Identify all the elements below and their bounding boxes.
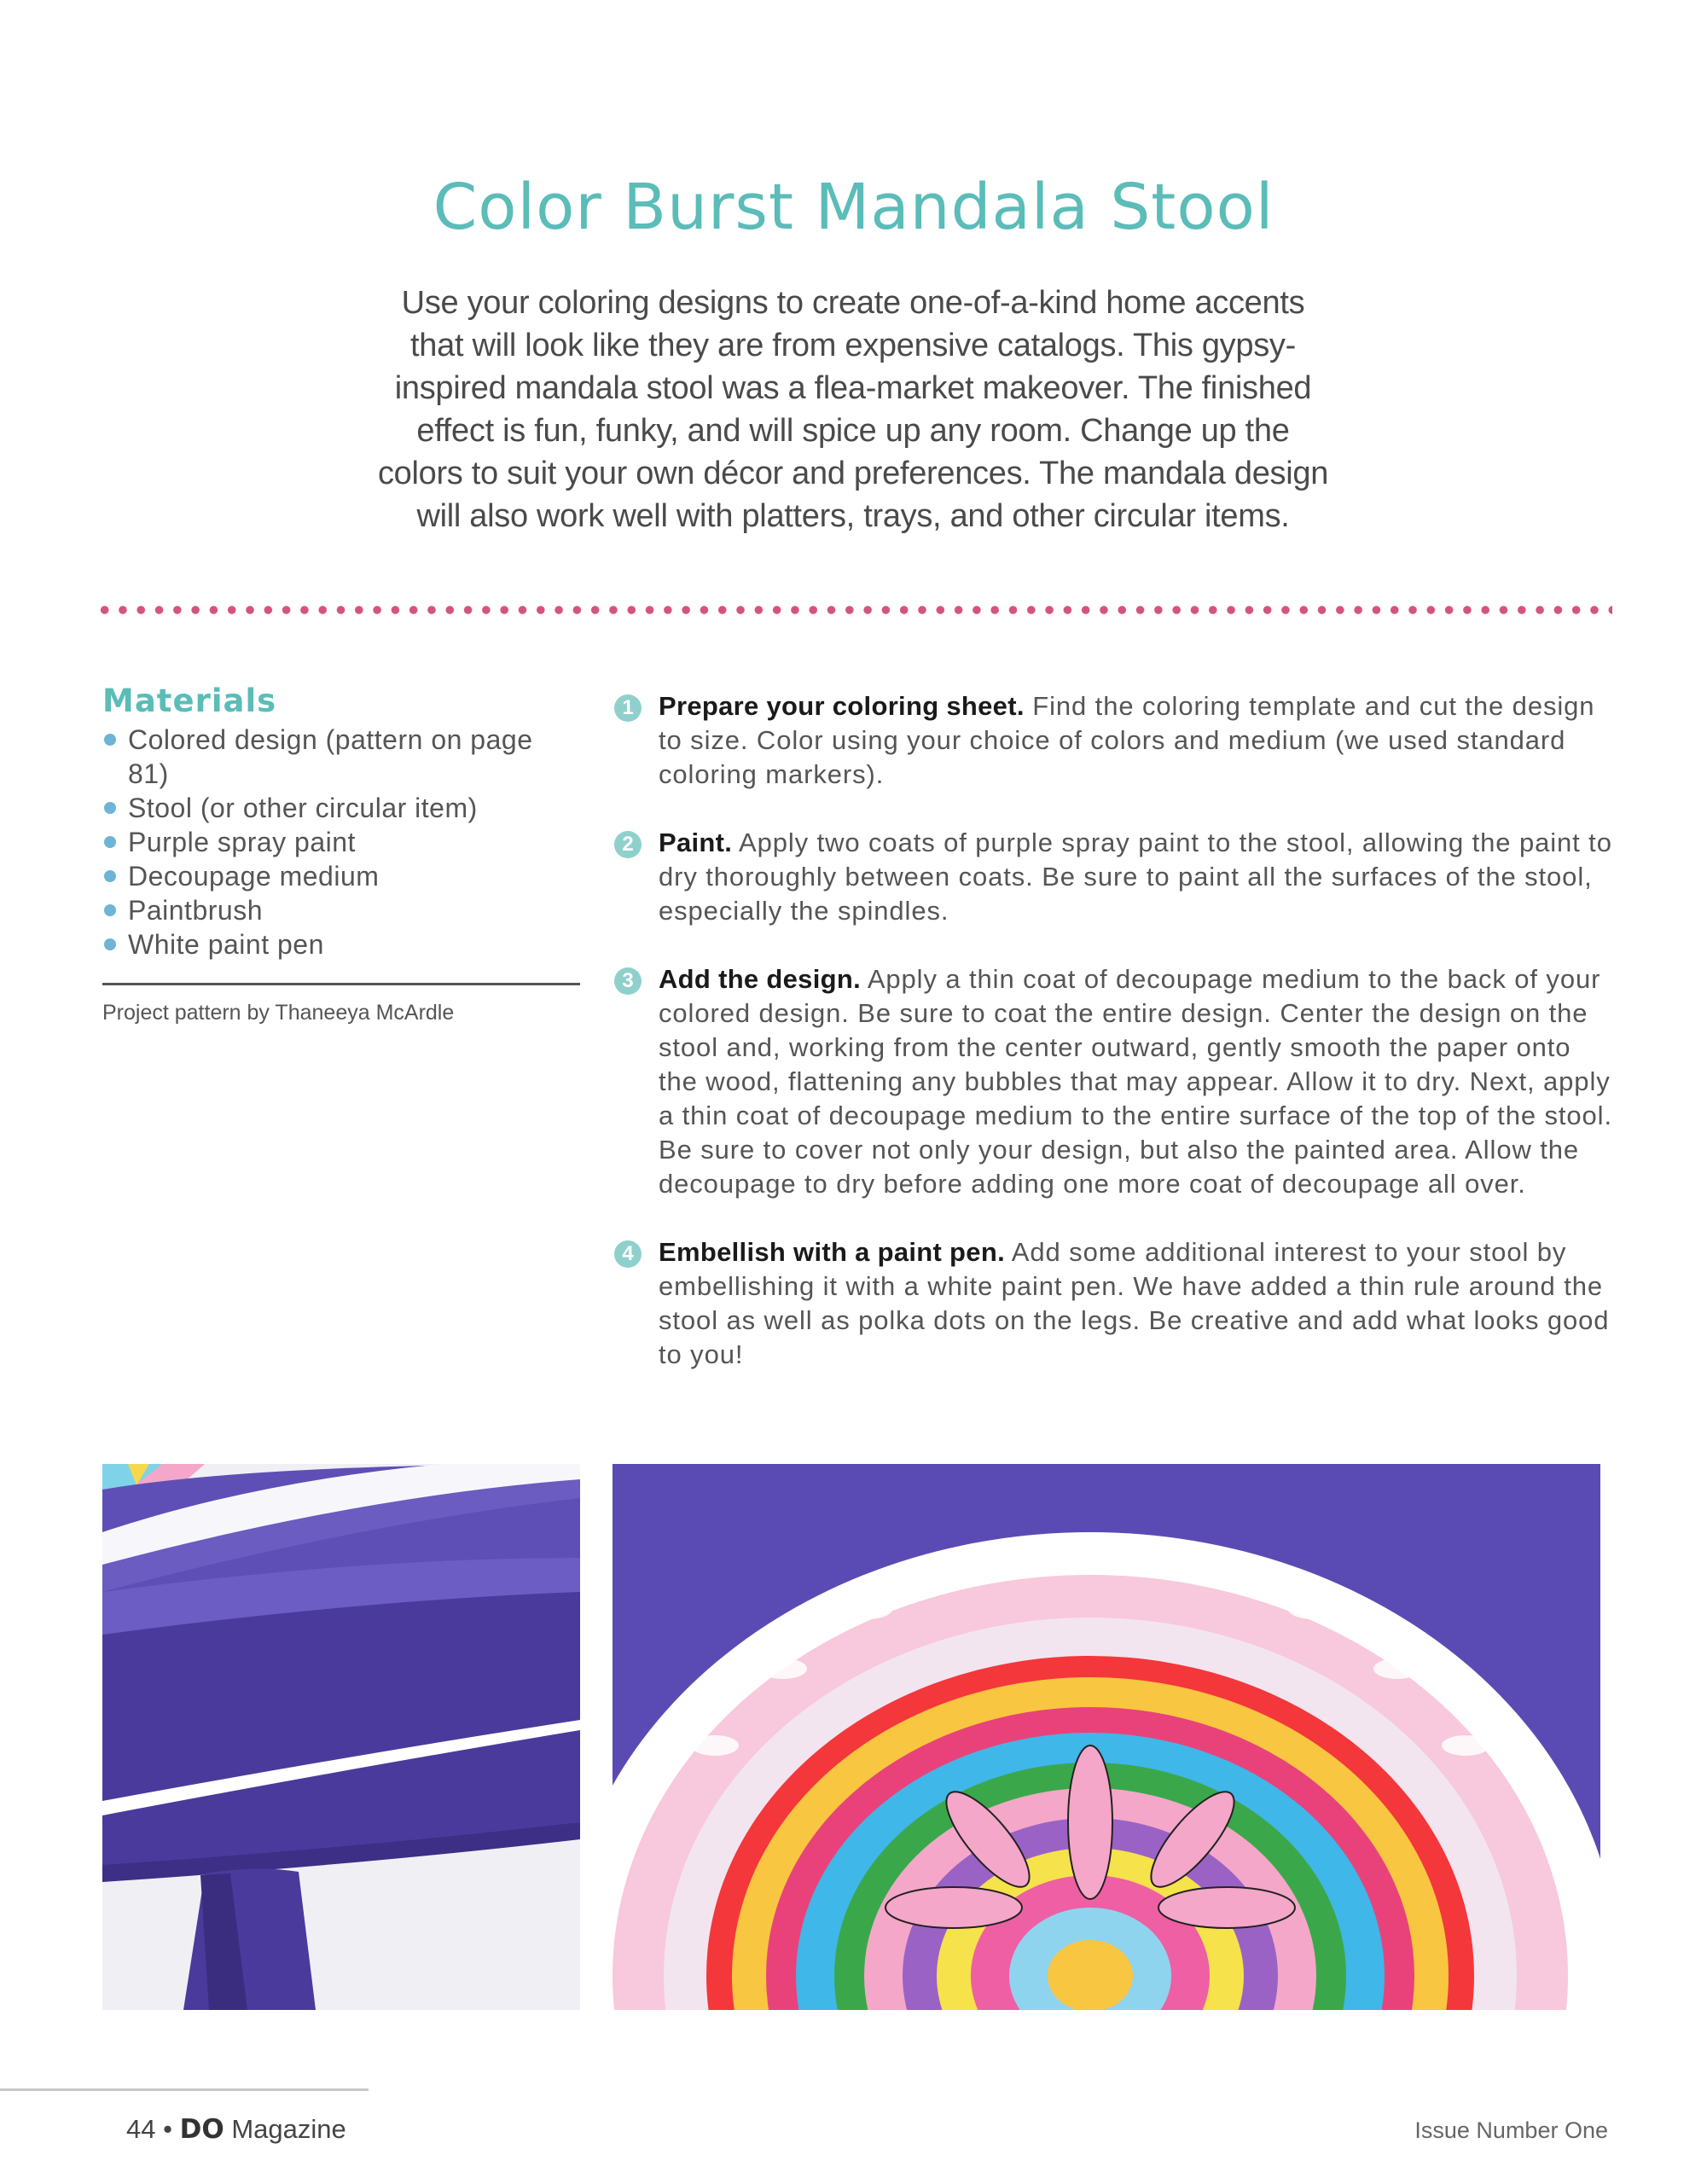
step-number-badge: 3 — [614, 967, 642, 995]
step-text: Find the coloring template and cut the design to size. Color using your choice of colors and medium (we used standard coloring markers). — [659, 691, 1595, 789]
step-title: Add the design. — [659, 964, 861, 994]
page-title: Color Burst Mandala Stool — [433, 171, 1274, 244]
step-2 — [614, 826, 1617, 928]
issue-label: Issue Number One — [1414, 2117, 1608, 2143]
step-title: Embellish with a paint pen. — [659, 1237, 1005, 1267]
pattern-credit: Project pattern by Thaneeya McArdle — [102, 1001, 455, 1025]
step-1 — [614, 689, 1617, 792]
footer-page-info — [126, 2114, 346, 2145]
footer-separator: • — [163, 2114, 172, 2144]
materials-item: Colored design (pattern on page 81) — [102, 723, 580, 791]
step-number-badge: 4 — [614, 1240, 642, 1268]
stool-edge-photo — [102, 1464, 580, 2010]
step-body — [659, 826, 1617, 928]
materials-heading: Materials — [102, 682, 277, 719]
materials-item: White paint pen — [102, 927, 580, 961]
step-number-badge: 2 — [614, 831, 642, 858]
materials-item: Decoupage medium — [102, 859, 580, 893]
step-title: Prepare your coloring sheet. — [659, 691, 1025, 721]
step-4 — [614, 1235, 1617, 1372]
materials-list — [102, 723, 580, 961]
materials-item: Stool (or other circular item) — [102, 791, 580, 825]
intro-paragraph: Use your coloring designs to create one-of-a-kind home accents that will look like they are from expensive catalogs. This gypsy-inspired mandala stool was a flea-market makeover. The finished effect is fun, funky, and will spice up any room. Change up the colors to suit your own décor and preferences. The mandala design will also work well with platters, trays, and other circular items. — [377, 285, 1329, 534]
step-number-badge: 1 — [614, 694, 642, 722]
page-number: 44 — [126, 2114, 156, 2144]
step-body — [659, 689, 1617, 792]
materials-item: Paintbrush — [102, 893, 580, 927]
dotted-divider — [96, 604, 1612, 616]
step-body — [659, 1235, 1617, 1372]
step-body — [659, 962, 1617, 1201]
materials-section — [102, 682, 580, 961]
step-text: Apply a thin coat of decoupage medium to the back of your colored design. Be sure to coat the entire design. Center the design on the stool and, working from the center outward, gently smooth the paper onto the wood, flattening any bubbles that may appear. Allow it to dry. Next, apply a thin coat of decoupage medium to the entire surface of the top of the stool. Be sure to cover not only your design, but also the painted area. Allow the decoupage to dry before adding one more coat of decoupage all over. — [659, 964, 1612, 1199]
steps-section — [614, 689, 1617, 1406]
step-title: Paint. — [659, 828, 733, 857]
magazine-name: Magazine — [231, 2114, 346, 2144]
magazine-brand: DO — [179, 2114, 224, 2145]
mandala-photo — [613, 1464, 1600, 2010]
footer-divider — [0, 2088, 369, 2091]
step-text: Apply two coats of purple spray paint to the stool, allowing the paint to dry thoroughly between coats. Be sure to paint all the surfaces of the stool, especially the spindles. — [659, 828, 1612, 926]
step-3 — [614, 962, 1617, 1201]
materials-divider — [102, 983, 580, 985]
step-text: Add some additional interest to your stool by embellishing it with a white paint pen. We have added a thin rule around the stool as well as polka dots on the legs. Be creative and add what looks good to you! — [659, 1237, 1610, 1369]
materials-item: Purple spray paint — [102, 825, 580, 859]
